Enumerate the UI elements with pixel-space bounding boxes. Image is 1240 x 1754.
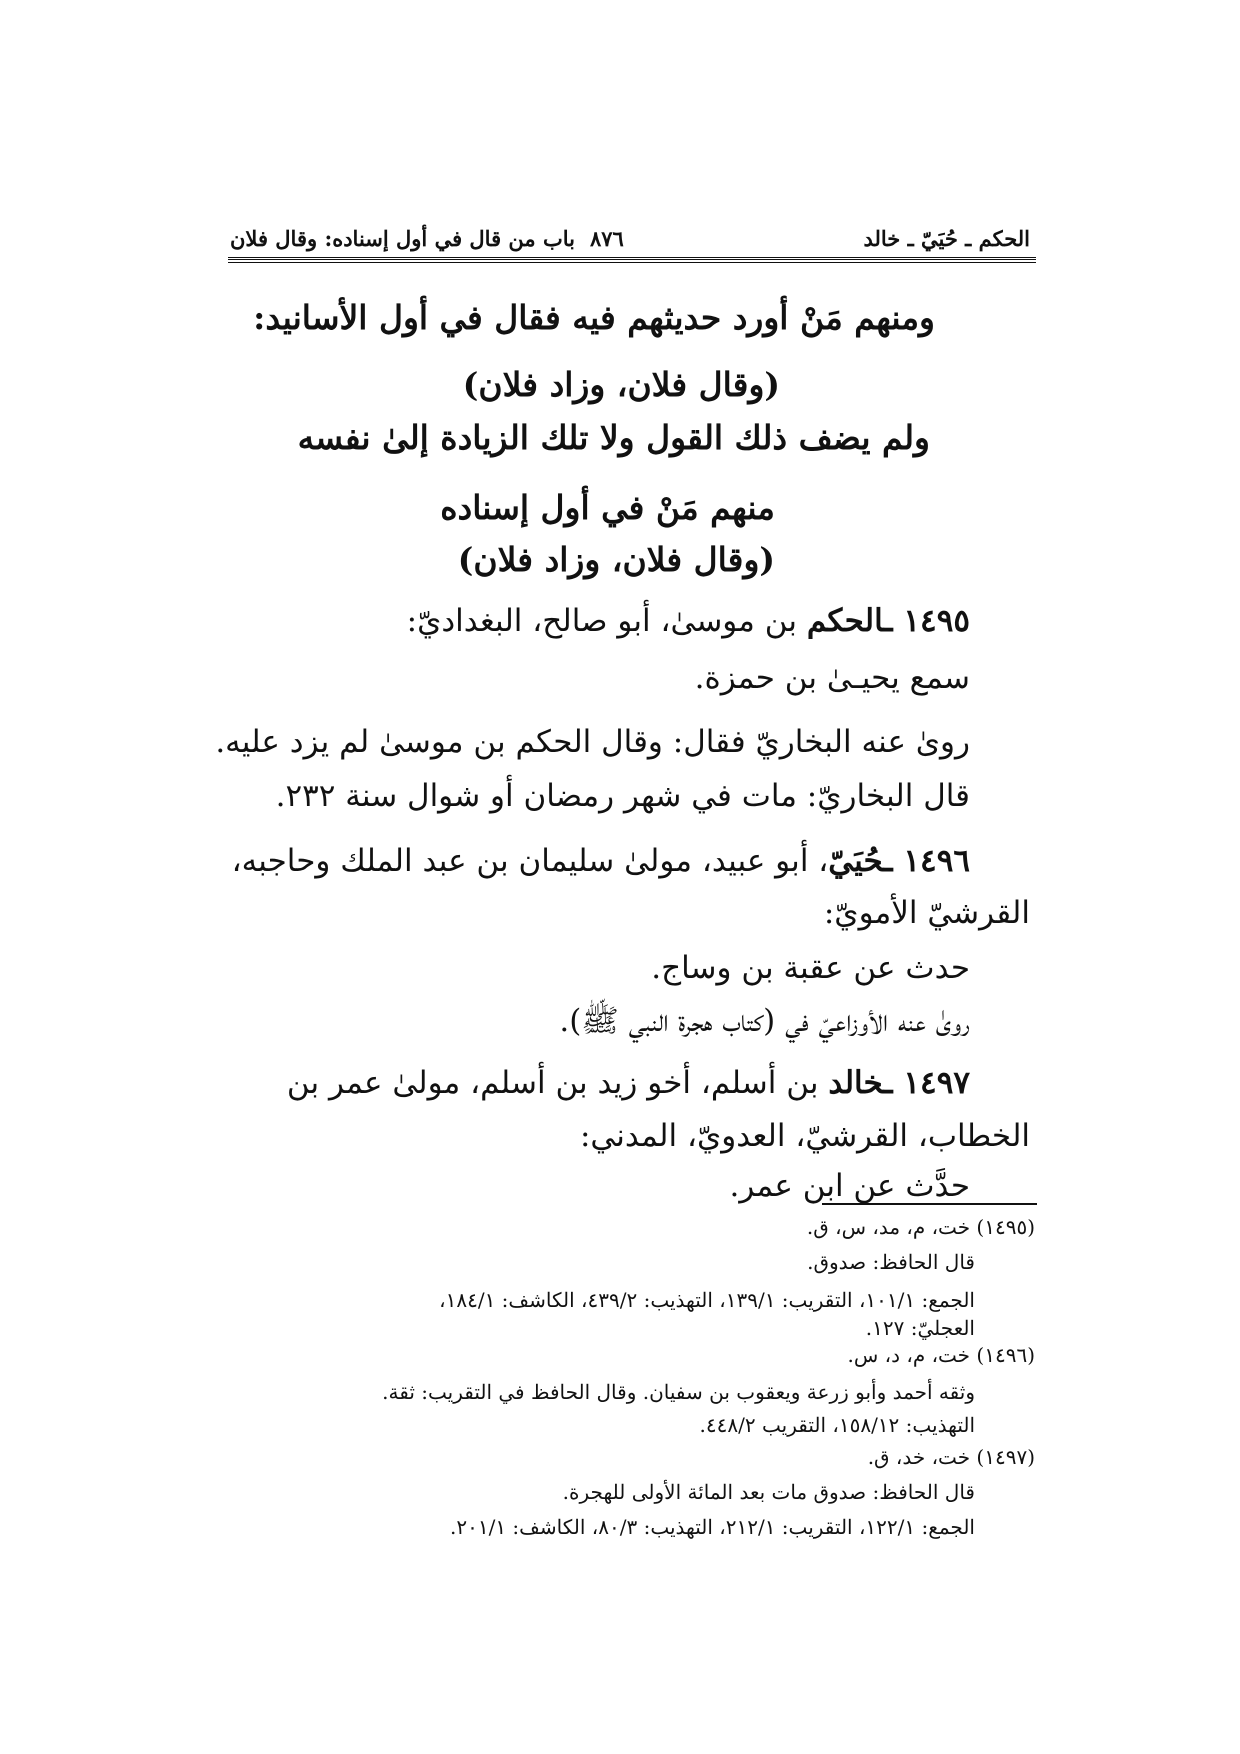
- entry-1495-line-1: [407, 603, 970, 639]
- entry-1496-line-1: [232, 843, 970, 879]
- entry-1497-line-3: حدَّث عن ابن عمر.: [729, 1168, 970, 1204]
- footnote-line: قال الحافظ: صدوق.: [807, 1250, 975, 1274]
- entry-1497-line-1: [287, 1065, 970, 1101]
- intro-line-1: ومنهم مَنْ أورد حديثهم فيه فقال في أول الأسانيد:: [253, 298, 935, 337]
- entry-1496-line-3: حدث عن عقبة بن وساج.: [651, 950, 970, 986]
- running-header: [230, 222, 1030, 258]
- entry-text: بن موسىٰ، أبو صالح، البغداديّ:: [406, 603, 797, 639]
- header-section-title: باب من قال في أول إسناده: وقال فلان: [230, 226, 575, 251]
- entry-number: ١٤٩٧ ـ: [883, 1065, 970, 1101]
- footnote-line: (١٤٩٦) خت، م، د، س.: [847, 1343, 1035, 1367]
- page-number: ٨٧٦: [590, 226, 624, 251]
- header-chapter-title: الحكم ـ حُيَيّ ـ خالد: [863, 226, 1030, 251]
- header-rule: [228, 257, 1036, 263]
- entry-1495-line-3: روىٰ عنه البخاريّ فقال: وقال الحكم بن موسىٰ لم يزد عليه.: [215, 724, 970, 760]
- entry-1495-line-4: قال البخاريّ: مات في شهر رمضان أو شوال سنة ٢٣٢.: [275, 778, 970, 814]
- footnote-line: (١٤٩٥) خت، م، مد، س، ق.: [806, 1215, 1035, 1239]
- footnote-line: وثقه أحمد وأبو زرعة ويعقوب بن سفيان. وقال الحافظ في التقريب: ثقة.: [382, 1380, 975, 1404]
- footnote-line: الجمع: ١٢٢/١، التقريب: ٢١٢/١، التهذيب: ٨٠/٣، الكاشف: ٢٠١/١.: [450, 1515, 975, 1539]
- entry-name: الحكم: [806, 603, 884, 639]
- entry-text: ، أبو عبيد، مولىٰ سليمان بن عبد الملك وحاجبه،: [231, 843, 829, 879]
- entry-1495-line-2: سمع يحيـىٰ بن حمزة.: [694, 660, 970, 696]
- intro-line-5: (وقال فلان، وزاد فلان): [457, 540, 775, 579]
- entry-1496-line-4: روىٰ عنه الأوزاعيّ في (كتاب هجرة النبي ﷺ).: [559, 1003, 970, 1039]
- footnote-line: الجمع: ١٠١/١، التقريب: ١٣٩/١، التهذيب: ٤٣٩/٢، الكاشف: ١٨٤/١،: [439, 1288, 975, 1312]
- footnote-rule: [822, 1203, 1037, 1205]
- footnote-line: قال الحافظ: صدوق مات بعد المائة الأولى للهجرة.: [562, 1480, 975, 1504]
- entry-number: ١٤٩٦ ـ: [883, 843, 970, 879]
- entry-number: ١٤٩٥ ـ: [883, 603, 970, 639]
- intro-line-4: منهم مَنْ في أول إسناده: [440, 488, 775, 527]
- entry-1496-line-2: القرشيّ الأمويّ:: [823, 895, 1030, 931]
- entry-name: حُيَيّ: [828, 843, 884, 879]
- footnote-line: العجليّ: ١٢٧.: [865, 1316, 975, 1340]
- intro-line-2: (وقال فلان، وزاد فلان): [462, 365, 780, 404]
- footnote-line: (١٤٩٧) خت، خد، ق.: [867, 1445, 1035, 1469]
- entry-name: خالد: [828, 1065, 884, 1101]
- footnote-line: التهذيب: ١٥٨/١٢، التقريب ٤٤٨/٢.: [699, 1413, 975, 1437]
- intro-line-3: ولم يضف ذلك القول ولا تلك الزيادة إلىٰ نفسه: [297, 418, 930, 457]
- entry-text: بن أسلم، أخو زيد بن أسلم، مولىٰ عمر بن: [286, 1065, 819, 1101]
- entry-1497-line-2: الخطاب، القرشيّ، العدويّ، المدني:: [579, 1118, 1030, 1154]
